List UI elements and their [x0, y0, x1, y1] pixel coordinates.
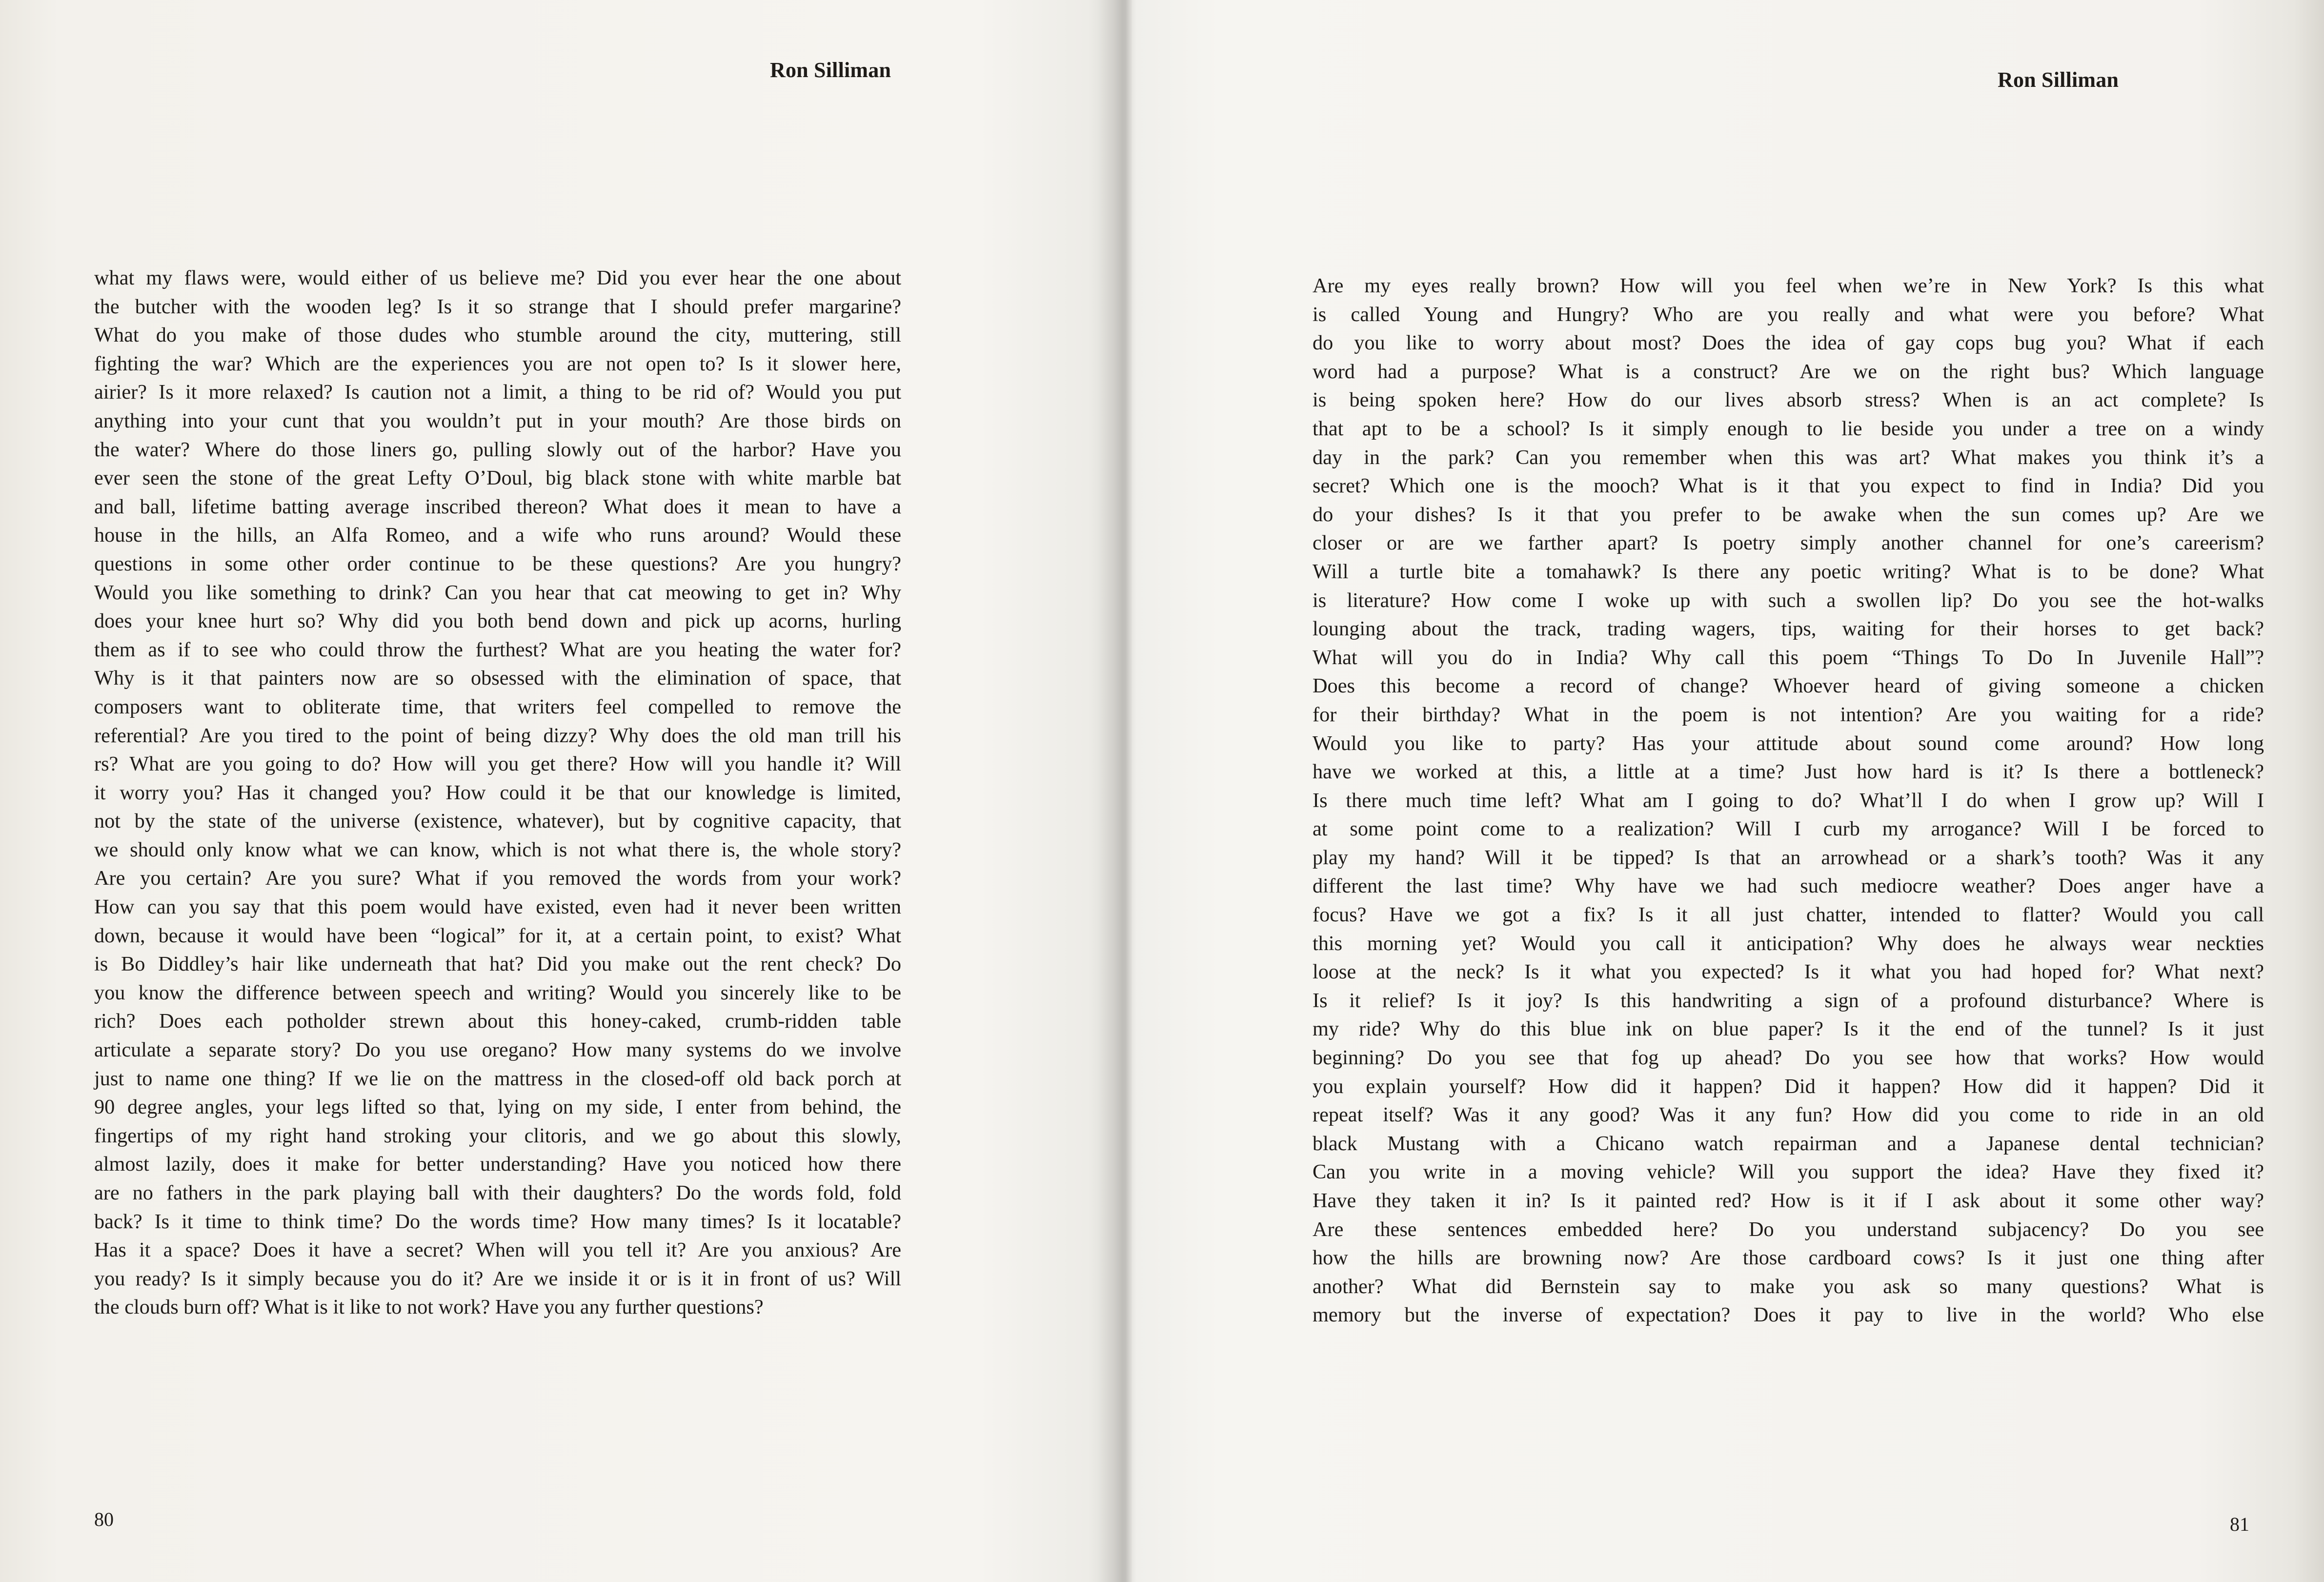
text-line: my ride? Why do this blue ink on blue paper? Is it the end of the tunnel? Is it just	[1313, 1017, 2264, 1041]
text-line: repeat itself? Was it any good? Was it any fun? How did you come to ride in an old	[1313, 1103, 2264, 1127]
text-line: Can you write in a moving vehicle? Will you support the idea? Have they fixed it?	[1313, 1160, 2264, 1184]
text-line: you ready? Is it simply because you do it? Are we inside it or is it in front of us? Will	[94, 1267, 901, 1290]
text-line: does your knee hurt so? Why did you both bend down and pick up acorns, hurling	[94, 609, 901, 633]
text-line: not by the state of the universe (existence, whatever), but by cognitive capacity, that	[94, 810, 901, 833]
left-running-header: Ron Silliman	[770, 58, 891, 82]
text-line: rich? Does each potholder strewn about this honey-caked, crumb-ridden table	[94, 1010, 901, 1033]
right-page	[1122, 0, 2324, 1582]
text-line: Are my eyes really brown? How will you feel when we’re in New York? Is this what	[1313, 274, 2264, 297]
text-line: play my hand? Will it be tipped? Is that an arrowhead or a shark’s tooth? Was it any	[1313, 846, 2264, 869]
text-line: this morning yet? Would you call it anticipation? Why does he always wear neckties	[1313, 932, 2264, 955]
text-line: Are these sentences embedded here? Do you understand subjacency? Do you see	[1313, 1217, 2264, 1241]
text-line: back? Is it time to think time? Do the words time? How many times? Is it locatable?	[94, 1210, 901, 1233]
text-line: beginning? Do you see that fog up ahead? Do you see how that works? How would	[1313, 1046, 2264, 1070]
text-line: at some point come to a realization? Will I curb my arrogance? Will I be forced to	[1313, 817, 2264, 841]
text-line: is called Young and Hungry? Who are you really and what were you before? What	[1313, 303, 2264, 326]
text-line: you know the difference between speech and writing? Would you sincerely like to be	[94, 981, 901, 1004]
text-line: house in the hills, an Alfa Romeo, and a wife who runs around? Would these	[94, 524, 901, 547]
text-line: are no fathers in the park playing ball with their daughters? Do the words fold, fold	[94, 1181, 901, 1204]
text-line: Why is it that painters now are so obsessed with the elimination of space, that	[94, 667, 901, 690]
text-line: another? What did Bernstein say to make you ask so many questions? What is	[1313, 1275, 2264, 1298]
text-line: word had a purpose? What is a construct? Are we on the right bus? Which language	[1313, 360, 2264, 383]
text-line: is literature? How come I woke up with such a swollen lip? Do you see the hot-walks	[1313, 588, 2264, 612]
text-line: fighting the war? Which are the experiences you are not open to? Is it slower here,	[94, 352, 901, 375]
text-line: closer or are we farther apart? Is poetry simply another channel for one’s careerism?	[1313, 531, 2264, 555]
left-page	[0, 0, 1122, 1582]
text-line: do your dishes? Is it that you prefer to be awake when the sun comes up? Are we	[1313, 503, 2264, 526]
text-line: 90 degree angles, your legs lifted so that, lying on my side, I enter from behind, the	[94, 1095, 901, 1119]
text-line: just to name one thing? If we lie on the mattress in the closed-off old back porch at	[94, 1067, 901, 1090]
text-line: we should only know what we can know, which is not what there is, the whole story?	[94, 838, 901, 861]
text-line: the butcher with the wooden leg? Is it so strange that I should prefer margarine?	[94, 295, 901, 318]
text-line: What will you do in India? Why call this poem “Things To Do In Juvenile Hall”?	[1313, 646, 2264, 669]
text-line: lounging about the track, trading wagers, tips, waiting for their horses to get back?	[1313, 617, 2264, 641]
text-line: you explain yourself? How did it happen? Did it happen? How did it happen? Did it	[1313, 1075, 2264, 1098]
text-line: Have they taken it in? Is it painted red? How is it if I ask about it some other way?	[1313, 1189, 2264, 1212]
text-line: different the last time? Why have we had such mediocre weather? Does anger have a	[1313, 874, 2264, 898]
text-line: the clouds burn off? What is it like to not work? Have you any further questions?	[94, 1296, 764, 1319]
text-line: day in the park? Can you remember when this was art? What makes you think it’s a	[1313, 446, 2264, 469]
text-line: do you like to worry about most? Does the idea of gay cops bug you? What if each	[1313, 331, 2264, 355]
text-line: is Bo Diddley’s hair like underneath that hat? Did you make out the rent check? Do	[94, 953, 901, 976]
text-line: the water? Where do those liners go, pulling slowly out of the harbor? Have you	[94, 438, 901, 461]
text-line: how the hills are browning now? Are those cardboard cows? Is it just one thing after	[1313, 1246, 2264, 1270]
text-line: what my flaws were, would either of us believe me? Did you ever hear the one about	[94, 266, 901, 289]
right-running-header: Ron Silliman	[1998, 68, 2119, 92]
text-line: airier? Is it more relaxed? Is caution not a limit, a thing to be rid of? Would you put	[94, 381, 901, 404]
text-line: have we worked at this, a little at a time? Just how hard is it? Is there a bottleneck?	[1313, 760, 2264, 784]
text-line: How can you say that this poem would have existed, even had it never been written	[94, 895, 901, 919]
text-line: and ball, lifetime batting average inscribed thereon? What does it mean to have a	[94, 495, 901, 518]
text-line: Has it a space? Does it have a secret? When will you tell it? Are you anxious? Are	[94, 1238, 901, 1262]
text-line: Is there much time left? What am I going to do? What’ll I do when I grow up? Will I	[1313, 789, 2264, 812]
left-page-number: 80	[94, 1508, 114, 1530]
right-body-text	[1313, 272, 2264, 1330]
text-line: composers want to obliterate time, that writers feel compelled to remove the	[94, 695, 901, 718]
text-line: What do you make of those dudes who stumble around the city, muttering, still	[94, 324, 901, 347]
text-line: referential? Are you tired to the point of being dizzy? Why does the old man trill his	[94, 724, 901, 747]
text-line: Will a turtle bite a tomahawk? Is there any poetic writing? What is to be done? What	[1313, 560, 2264, 583]
text-line: almost lazily, does it make for better understanding? Have you noticed how there	[94, 1153, 901, 1176]
text-line: black Mustang with a Chicano watch repairman and a Japanese dental technician?	[1313, 1132, 2264, 1155]
text-line: ever seen the stone of the great Lefty O’Doul, big black stone with white marble bat	[94, 466, 901, 490]
text-line: for their birthday? What in the poem is not intention? Are you waiting for a ride?	[1313, 703, 2264, 726]
text-line: Are you certain? Are you sure? What if you removed the words from your work?	[94, 867, 901, 890]
left-body-text	[94, 264, 901, 1322]
text-line: down, because it would have been “logical” for it, at a certain point, to exist? What	[94, 924, 901, 947]
right-page-number: 81	[2230, 1513, 2249, 1535]
text-line: is being spoken here? How do our lives absorb stress? When is an act complete? Is	[1313, 388, 2264, 412]
text-line: Is it relief? Is it joy? Is this handwriting a sign of a profound disturbance? Where is	[1313, 989, 2264, 1012]
text-line: that apt to be a school? Is it simply enough to lie beside you under a tree on a windy	[1313, 417, 2264, 440]
text-line: them as if to see who could throw the furthest? What are you heating the water for?	[94, 638, 901, 661]
text-line: focus? Have we got a fix? Is it all just chatter, intended to flatter? Would you call	[1313, 903, 2264, 927]
text-line: it worry you? Has it changed you? How could it be that our knowledge is limited,	[94, 781, 901, 804]
text-line: articulate a separate story? Do you use oregano? How many systems do we involve	[94, 1038, 901, 1062]
text-line: Would you like to party? Has your attitude about sound come around? How long	[1313, 731, 2264, 755]
text-line: loose at the neck? Is it what you expected? Is it what you had hoped for? What next?	[1313, 960, 2264, 984]
text-line: secret? Which one is the mooch? What is it that you expect to find in India? Did you	[1313, 474, 2264, 498]
text-line: Does this become a record of change? Whoever heard of giving someone a chicken	[1313, 674, 2264, 698]
text-line: questions in some other order continue to be these questions? Are you hungry?	[94, 552, 901, 575]
text-line: memory but the inverse of expectation? Does it pay to live in the world? Who else	[1313, 1303, 2264, 1327]
text-line: fingertips of my right hand stroking your clitoris, and we go about this slowly,	[94, 1124, 901, 1147]
text-line: Would you like something to drink? Can you hear that cat meowing to get in? Why	[94, 581, 901, 604]
text-line: anything into your cunt that you wouldn’t put in your mouth? Are those birds on	[94, 409, 901, 432]
text-line: rs? What are you going to do? How will you get there? How will you handle it? Will	[94, 752, 901, 776]
